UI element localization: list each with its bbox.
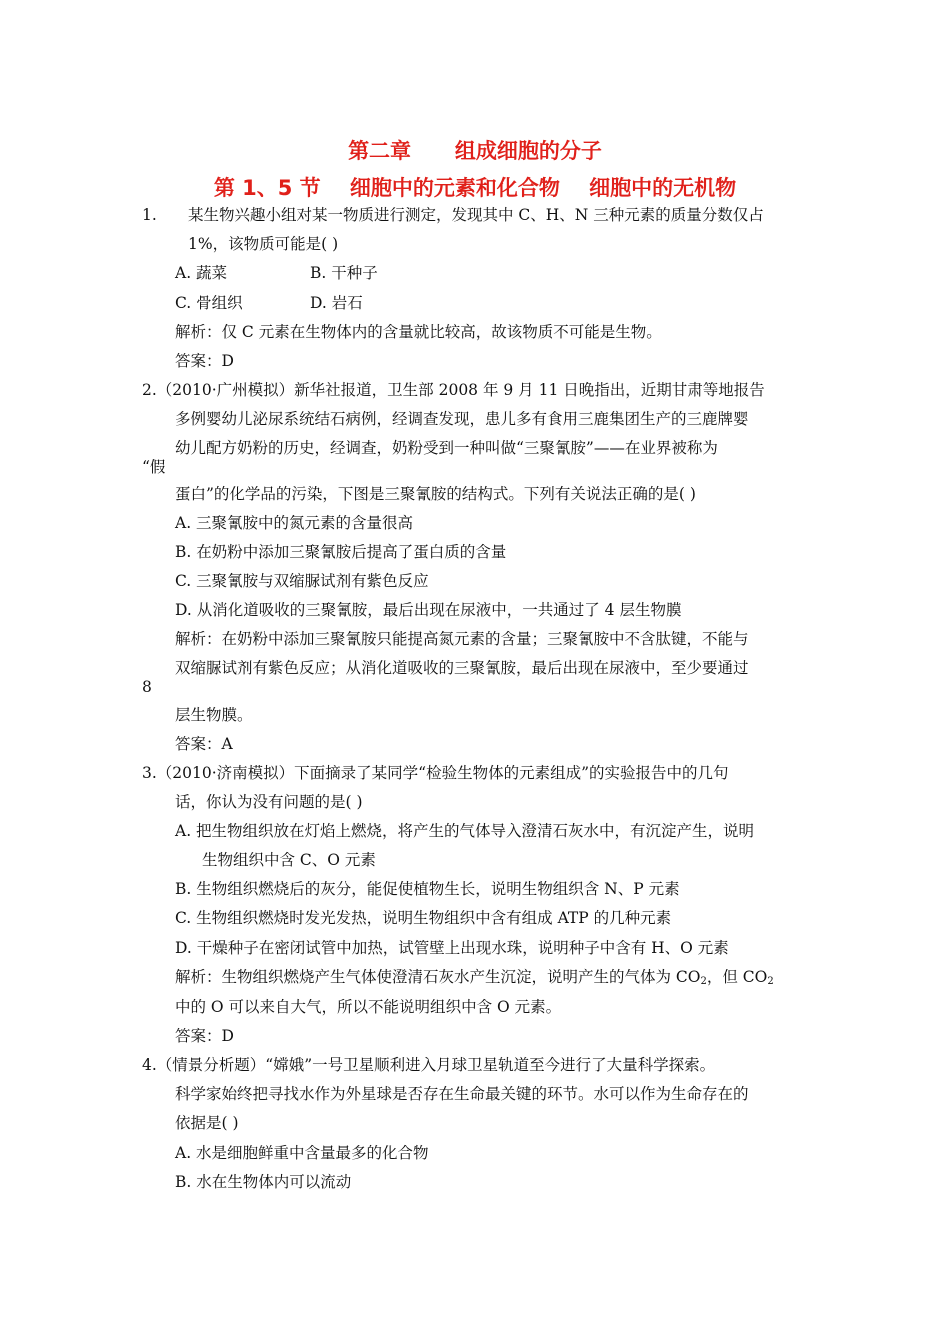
question-stem: 话，你认为没有问题的是( ) — [175, 793, 363, 811]
chapter-title: 第二章 组成细胞的分子 — [348, 139, 602, 163]
option-d: D. 干燥种子在密闭试管中加热，试管壁上出现水珠，说明种子中含有 H、O 元素 — [175, 939, 729, 957]
option-b: B. 干种子 — [310, 264, 378, 282]
analysis-text: ，但 CO — [706, 968, 768, 986]
question-stem: 科学家始终把寻找水作为外星球是否存在生命最关键的环节。水可以作为生命存在的 — [175, 1085, 749, 1103]
question-stem: 某生物兴趣小组对某一物质进行测定，发现其中 C、H、N 三种元素的质量分数仅占 — [188, 206, 764, 224]
subscript: 2 — [700, 976, 707, 987]
subscript: 2 — [767, 976, 774, 987]
option-b: B. 生物组织燃烧后的灰分，能促使植物生长，说明生物组织含 N、P 元素 — [175, 880, 680, 898]
option-a: A. 水是细胞鲜重中含量最多的化合物 — [175, 1144, 429, 1162]
analysis: 层生物膜。 — [175, 706, 253, 724]
option-a: 生物组织中含 C、O 元素 — [202, 851, 376, 869]
option-c: C. 三聚氰胺与双缩脲试剂有紫色反应 — [175, 572, 429, 590]
question-stem: 幼儿配方奶粉的历史，经调查，奶粉受到一种叫做“三聚氰胺”——在业界被称为 — [175, 439, 718, 457]
option-a: A. 蔬菜 — [175, 264, 228, 282]
analysis: 双缩脲试剂有紫色反应；从消化道吸收的三聚氰胺，最后出现在尿液中，至少要通过 — [175, 659, 749, 677]
answer: 答案：D — [175, 1027, 234, 1045]
answer: 答案：D — [175, 352, 234, 370]
analysis: 中的 O 可以来自大气，所以不能说明组织中含 O 元素。 — [175, 998, 562, 1016]
question-stem: 依据是( ) — [175, 1114, 239, 1132]
option-c: C. 生物组织燃烧时发光发热，说明生物组织中含有组成 ATP 的几种元素 — [175, 909, 672, 927]
question-number: 1. — [142, 206, 157, 224]
analysis: 解析：仅 C 元素在生物体内的含量就比较高，故该物质不可能是生物。 — [175, 323, 662, 341]
question-stem: 蛋白”的化学品的污染，下图是三聚氰胺的结构式。下列有关说法正确的是( ) — [175, 485, 696, 503]
question-stem: 4.（情景分析题）“嫦娥”一号卫星顺利进入月球卫星轨道至今进行了大量科学探索。 — [142, 1056, 716, 1074]
analysis — [175, 967, 774, 992]
question-stem: “假 — [142, 458, 166, 476]
option-a: A. 三聚氰胺中的氮元素的含量很高 — [175, 514, 414, 532]
option-c: C. 骨组织 — [175, 294, 243, 312]
option-b: B. 在奶粉中添加三聚氰胺后提高了蛋白质的含量 — [175, 543, 507, 561]
question-stem: 多例婴幼儿泌尿系统结石病例，经调查发现，患儿多有食用三鹿集团生产的三鹿牌婴 — [175, 410, 749, 428]
analysis-text: 解析：生物组织燃烧产生气体使澄清石灰水产生沉淀，说明产生的气体为 CO — [175, 968, 701, 986]
question-stem: 1%，该物质可能是( ) — [188, 235, 339, 253]
option-b: B. 水在生物体内可以流动 — [175, 1173, 352, 1191]
option-a: A. 把生物组织放在灯焰上燃烧，将产生的气体导入澄清石灰水中，有沉淀产生，说明 — [175, 822, 755, 840]
option-d: D. 从消化道吸收的三聚氰胺，最后出现在尿液中，一共通过了 4 层生物膜 — [175, 601, 682, 619]
analysis: 解析：在奶粉中添加三聚氰胺只能提高氮元素的含量；三聚氰胺中不含肽键，不能与 — [175, 630, 749, 648]
option-d: D. 岩石 — [310, 294, 363, 312]
question-stem: 3.（2010·济南模拟）下面摘录了某同学“检验生物体的元素组成”的实验报告中的几句 — [142, 764, 729, 782]
question-stem: 2.（2010·广州模拟）新华社报道，卫生部 2008 年 9 月 11 日晚指出，近期甘肃等地报告 — [142, 381, 765, 399]
section-title: 第 1、5 节 细胞中的元素和化合物 细胞中的无机物 — [213, 176, 737, 200]
analysis: 8 — [142, 678, 152, 696]
answer: 答案：A — [175, 735, 233, 753]
